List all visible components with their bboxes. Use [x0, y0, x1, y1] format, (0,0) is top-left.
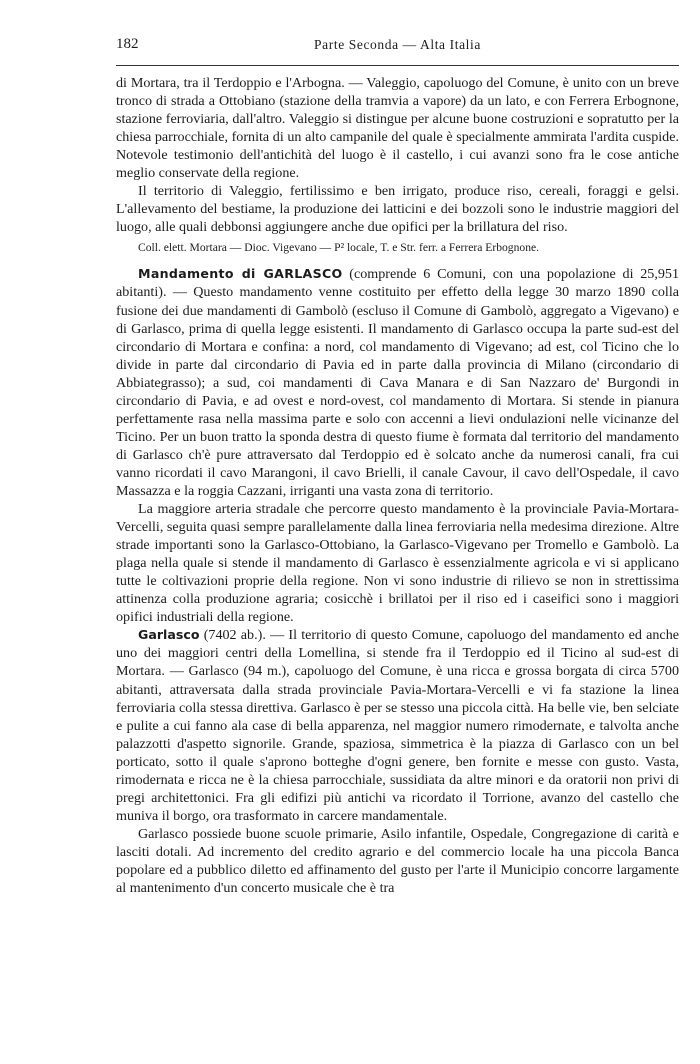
body-text	[116, 74, 679, 897]
place-heading: Garlasco	[138, 627, 200, 643]
paragraph-valeggio-description: di Mortara, tra il Terdoppio e l'Arbogna. — Valeggio, capoluogo del Comune, è unito con un breve tronco di strada a Ottobiano (stazione della tramvia a vapore) da un lato, e con Ferrera Erbognone, stazione ferroviaria, dall'altro. Valeggio si distingue per alcune buone costruzioni e sopratutto per la chiesa parrocchiale, fornita di un alto campanile del quale è specialmente ammirata l'ardita cuspide. Notevole testimonio dell'antichità del luogo è il castello, i cui avanzi sono fra le cose antiche meglio conservate della regione.	[116, 75, 679, 182]
section-heading: Mandamento di GARLASCO	[138, 266, 343, 282]
paragraph-garlasco-institutions: Garlasco possiede buone scuole primarie, Asilo infantile, Ospedale, Congregazione di carità e lasciti dotali. Ad incremento del credito agrario e del commercio locale ha una piccola Banca popolare ed a pubblico diletto ed affinamento del gusto per l'arte il Municipio concorre largamente al mantenimento d'un concerto musicale che è tra	[116, 825, 679, 897]
paragraph-garlasco	[116, 626, 679, 825]
header-rule	[116, 65, 679, 66]
paragraph-mandamento-garlasco	[116, 265, 679, 500]
paragraph-text: (7402 ab.). — Il territorio di questo Comune, capoluogo del mandamento ed anche uno dei maggiori centri della Lomellina, si stende fra il Terdoppio ed il Ticino al sud-est di Mortara. — Garlasco (94 m.), capoluogo del Comune, è una ricca e grossa borgata di circa 5700 abitanti, attraversata dalla strada provinciale Pavia-Mortara-Vercelli e vi fa stazione la linea ferroviaria colla stessa direttiva. Garlasco è per se stesso una piccola città. Ha belle vie, ben selciate e pulite a cui fanno ala case di bella apparenza, nel maggior numero rimodernate, e talvolta anche palazzotti d'aspetto signorile. Grande, spaziosa, simmetrica è la piazza di Garlasco con un bel porticato, sotto il quale s'aprono botteghe d'ogni genere, ben fornite e messe con gusto. Vasta, rimodernata e ricca ne è la chiesa parrocchiale, sussidiata da altre minori e da oratorii non privi di pregi architettonici. Fra gli edifizi più antichi va ricordato il Torrione, avanzo del castello che muniva il borgo, ora trasformato in carcere mandamentale.	[116, 627, 679, 824]
page-header	[116, 36, 679, 56]
paragraph-roads: La maggiore arteria stradale che percorre questo mandamento è la provinciale Pavia-Mortara-Vercelli, seguita quasi sempre parallelamente dalla linea ferroviaria nella medesima direzione. Altre strade importanti sono la Garlasco-Ottobiano, la Garlasco-Vigevano per Tromello e Gambolò. La plaga nella quale si stende il mandamento di Garlasco è essenzialmente agricola e vi si applicano tutte le coltivazioni proprie della regione. Non vi sono industrie di rilievo se non in strettissima attinenza colla produzione agraria; cosicchè i brillatoi per il riso ed i caseifici sono i maggiori opifici industriali della regione.	[116, 501, 679, 626]
page-number: 182	[116, 36, 139, 52]
electoral-note: Coll. elett. Mortara — Dioc. Vigevano — P² locale, T. e Str. ferr. a Ferrera Erbognone.	[138, 241, 540, 255]
paragraph-valeggio-territory: Il territorio di Valeggio, fertilissimo e ben irrigato, produce riso, cereali, foraggi e gelsi. L'allevamento del bestiame, la produzione dei latticini e dei bozzoli sono le industrie maggiori del luogo, alle quali debbonsi aggiungere anche due opifici per la brillatura del riso.	[116, 183, 679, 236]
running-title: Parte Seconda — Alta Italia	[314, 37, 481, 52]
paragraph-text: (comprende 6 Comuni, con una popolazione di 25,951 abitanti). — Questo mandamento venne costituito per effetto della legge 30 marzo 1890 colla fusione dei due mandamenti di Gambolò (escluso il Comune di Gambolò, aggregato a Vigevano) e di Garlasco, prima di quella legge esistenti. Il mandamento di Garlasco occupa la parte sud-est del circondario di Mortara e confina: a nord, col mandamento di Vigevano; ad est, col Ticino che lo divide in parte dal circondario di Pavia ed in parte dalla provincia di Milano (circondario di Abbiategrasso); a sud, coi mandamenti di Cava Manara e di San Nazzaro de' Burgondi in circondario di Pavia, e ad ovest e nord-ovest, col mandamento di Mortara. Si stende in pianura perfettamente rasa nella massima parte e solo con accenni a lievi ondulazioni nelle vicinanze del Ticino. Per un buon tratto la sponda destra di questo fiume è formata dal territorio del mandamento di Garlasco ch'è pure attraversato dal Terdoppio ed è solcato anche da numerosi canali, fra cui vanno ricordati il cavo Marangoni, il cavo Brielli, il canale Cavour, il cavo dell'Ospedale, il cavo Massazza e la roggia Cazzani, irriganti una vasta zona di territorio.	[116, 266, 679, 499]
